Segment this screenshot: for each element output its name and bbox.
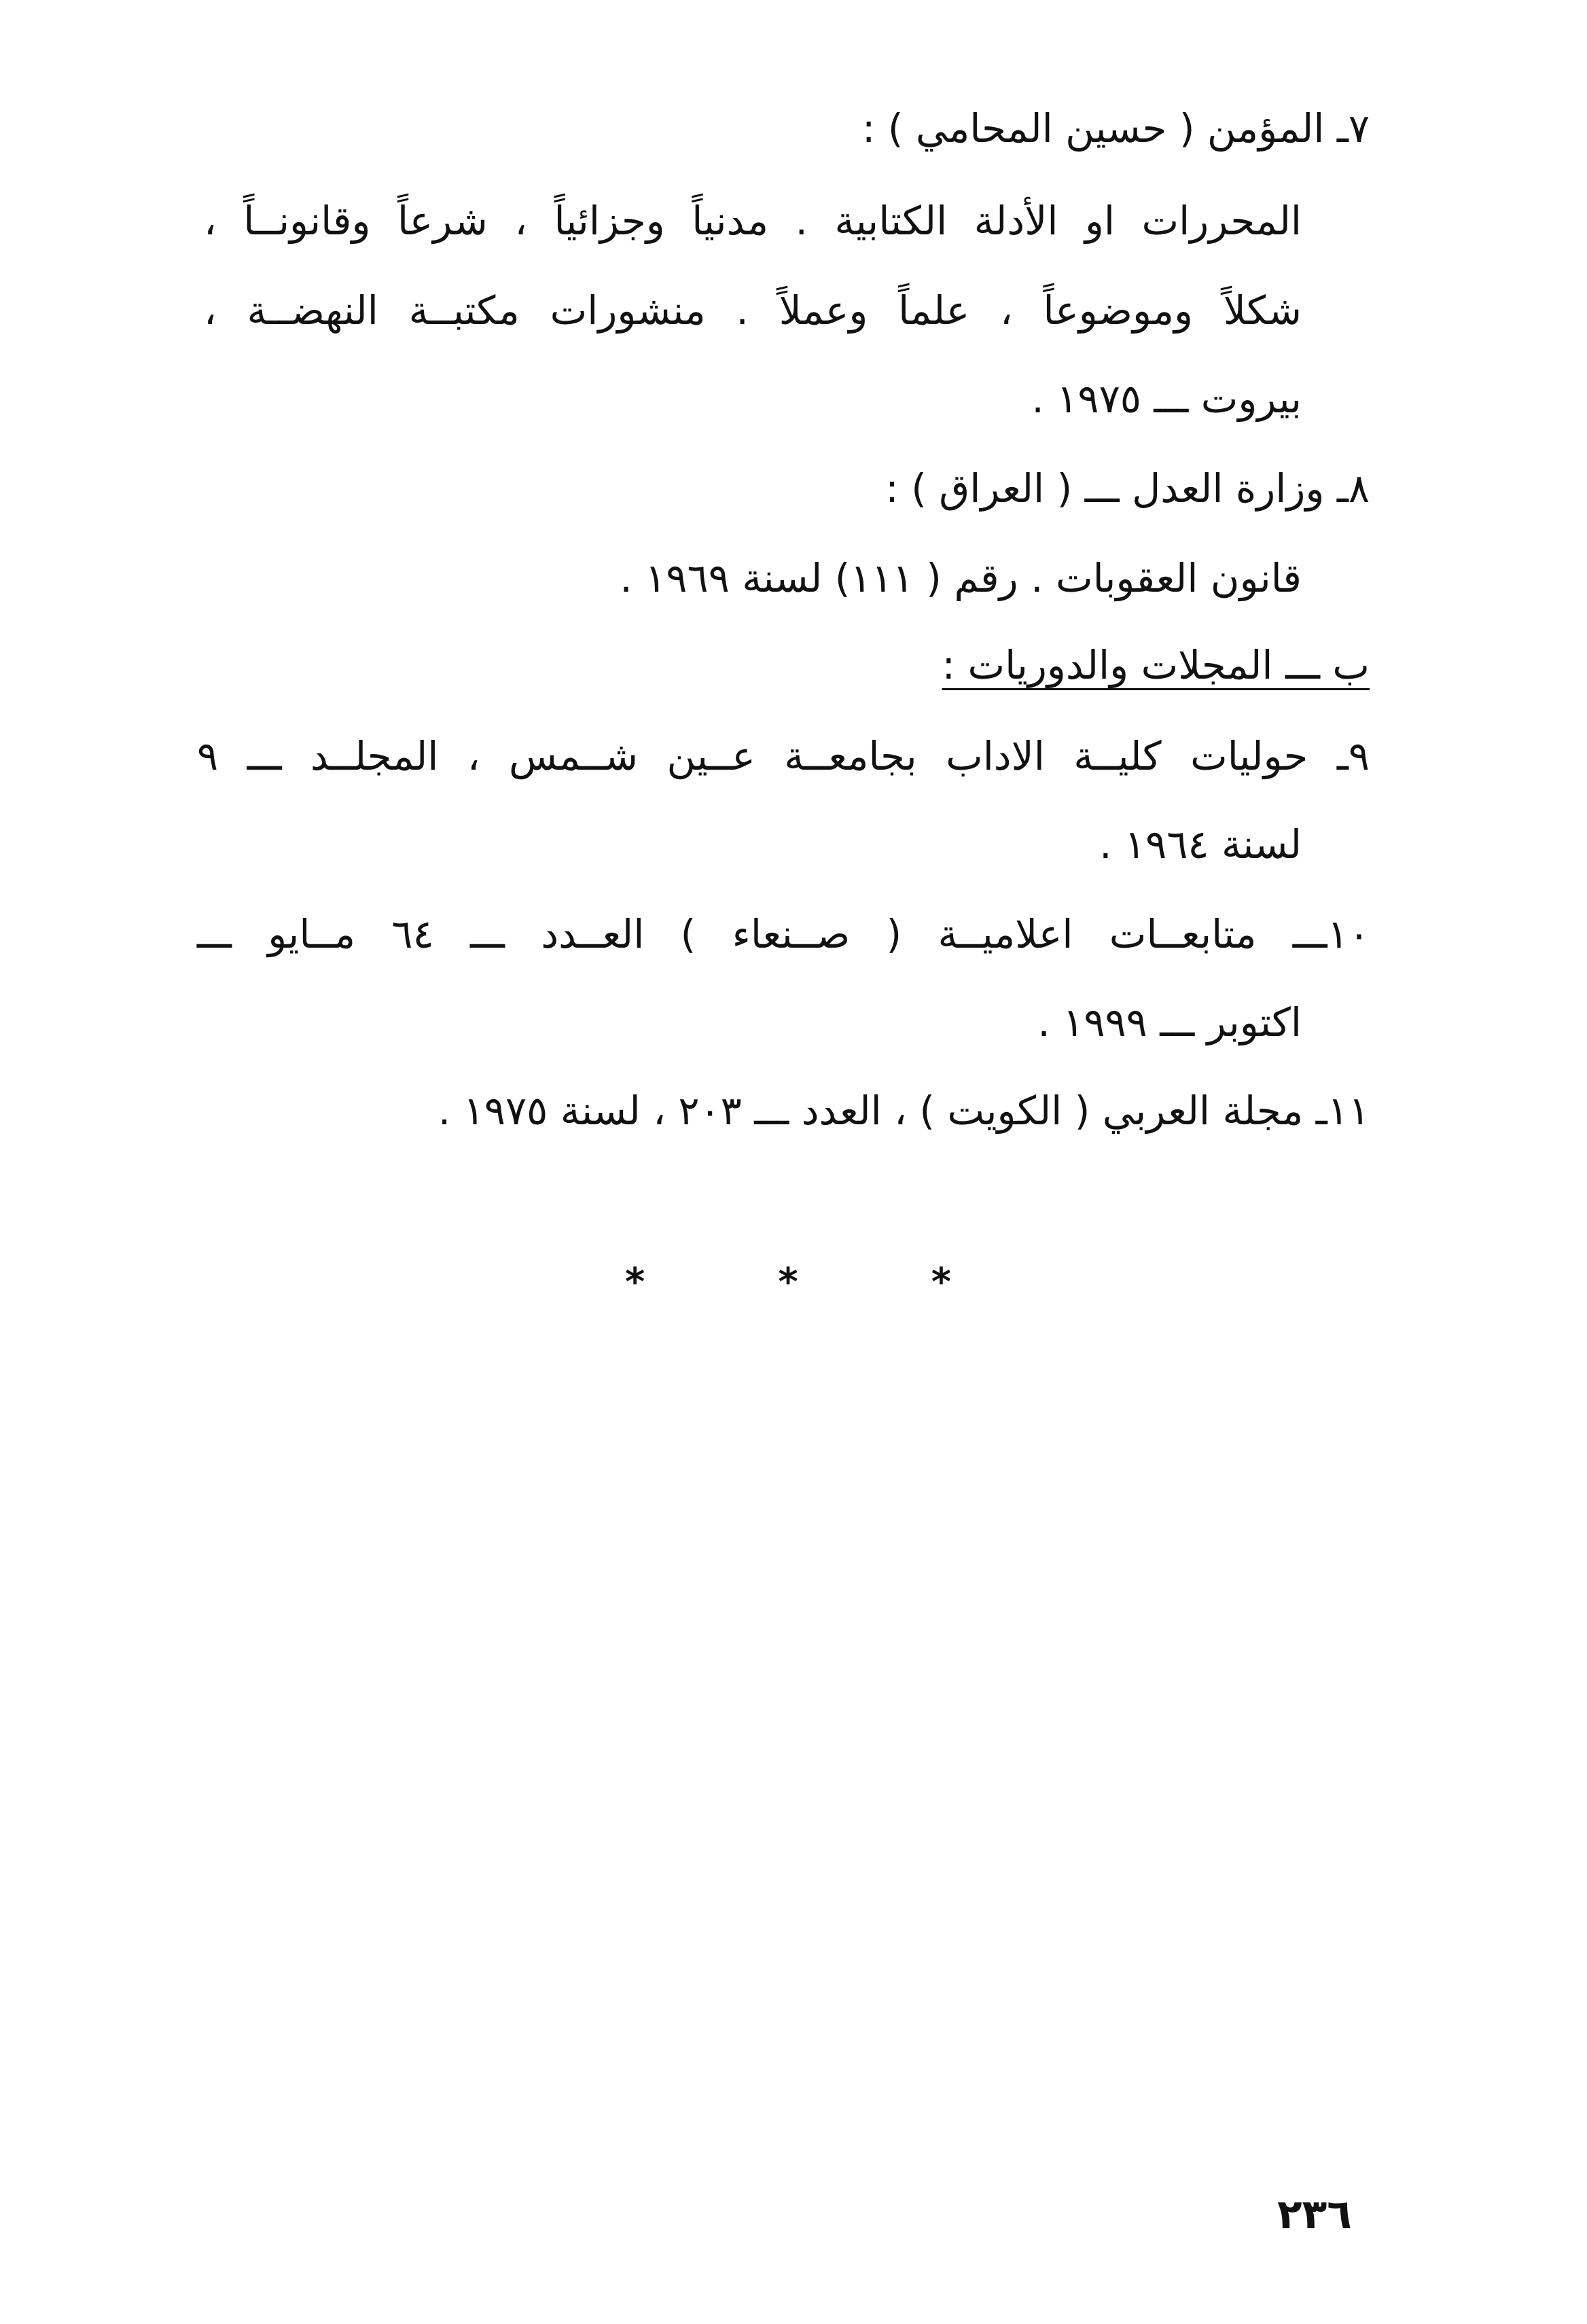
- separator-star: *: [931, 1260, 951, 1304]
- separator-star: *: [778, 1260, 798, 1304]
- entry-8-line-1: قانون العقوبات . رقم ( ١١١) لسنة ١٩٦٩ .: [620, 555, 1302, 601]
- entry-10-line-1: ١٠ـــ متابعــات اعلاميــة ( صــنعاء ) العــدد ـــ ٦٤ مــايو ـــ: [197, 911, 1370, 957]
- entry-9-line-2: لسنة ١٩٦٤ .: [1099, 821, 1302, 868]
- section-b-heading: ب ـــ المجلات والدوريات :: [942, 642, 1370, 688]
- entry-9-line-1: ٩ـ حوليات كليــة الاداب بجامعــة عــين شــمس ، المجلــد ـــ ٩: [197, 733, 1370, 779]
- entry-10-line-2: اكتوبر ـــ ١٩٩٩ .: [1037, 999, 1302, 1045]
- entry-11: ١١ـ مجلة العربي ( الكويت ) ، العدد ـــ ٢٠٣ ، لسنة ١٩٧٥ .: [438, 1088, 1370, 1134]
- entry-7-line-3: بيروت ـــ ١٩٧٥ .: [1031, 376, 1302, 422]
- entry-8-heading: ٨ـ وزارة العدل ـــ ( العراق ) :: [885, 465, 1370, 512]
- page-number: ٢٣٦: [1277, 2191, 1352, 2238]
- section-separator: [625, 1260, 951, 1304]
- entry-7-line-2: شكلاً وموضوعاً ، علماً وعملاً . منشورات مكتبــة النهضــة ،: [204, 287, 1302, 334]
- separator-star: *: [625, 1260, 645, 1304]
- entry-7-heading: ٧ـ المؤمن ( حسين المحامي ) :: [861, 105, 1370, 151]
- entry-7-line-1: المحررات او الأدلة الكتابية . مدنياً وجزائياً ، شرعاً وقانونــاً ،: [204, 198, 1302, 244]
